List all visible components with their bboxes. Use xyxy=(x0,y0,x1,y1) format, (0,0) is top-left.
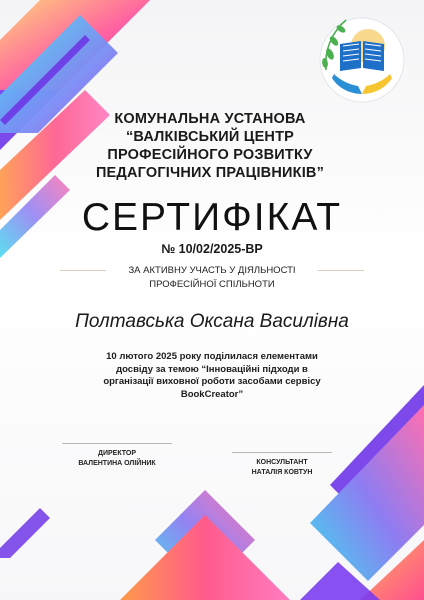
description-line-2: досвіду за темою “Інноваційні підходи в xyxy=(116,363,308,375)
description-line-4: BookCreator” xyxy=(180,388,244,400)
signature-consultant xyxy=(218,458,346,477)
deco-shape-bottomleft-purple xyxy=(0,508,50,558)
issuer-line-3: ПРОФЕСІЙНОГО РОЗВИТКУ xyxy=(107,147,313,163)
issuer-line-1: КОМУНАЛЬНА УСТАНОВА xyxy=(114,111,306,127)
deco-shape-right-gradient xyxy=(310,405,424,581)
director-role: ДИРЕКТОР xyxy=(97,450,137,457)
organization-logo xyxy=(312,8,412,108)
reason-line-1: ЗА АКТИВНУ УЧАСТЬ У ДІЯЛЬНОСТІ xyxy=(128,265,296,276)
issuer-line-4: ПЕДАГОГІЧНИХ ПРАЦІВНИКІВ” xyxy=(95,165,325,181)
certificate-reason xyxy=(90,264,334,292)
description-line-3: організації виховної роботи засобами сервісу xyxy=(103,376,321,387)
signature-line-right xyxy=(232,452,332,453)
recipient-name: Полтавська Оксана Василівна xyxy=(75,311,349,332)
issuer-line-2: “ВАЛКІВСЬКИЙ ЦЕНТР xyxy=(125,129,295,145)
signature-line-left xyxy=(62,443,172,444)
consultant-name: НАТАЛІЯ КОВТУН xyxy=(251,468,313,476)
reason-line-2: ПРОФЕСІЙНОЇ СПІЛЬНОТИ xyxy=(149,279,275,290)
certificate-number: № 10/02/2025-ВР xyxy=(161,242,263,256)
certificate-title: СЕРТИФІКАТ xyxy=(81,196,343,239)
signature-director xyxy=(50,449,184,468)
deco-shape-bottom-orange xyxy=(120,515,290,600)
certificate-description xyxy=(88,351,336,401)
issuer-name xyxy=(60,110,360,182)
director-name: ВАЛЕНТИНА ОЛІЙНИК xyxy=(78,459,156,467)
consultant-role: КОНСУЛЬТАНТ xyxy=(256,459,308,466)
description-line-1: 10 лютого 2025 року поділилася елементами xyxy=(106,351,318,362)
